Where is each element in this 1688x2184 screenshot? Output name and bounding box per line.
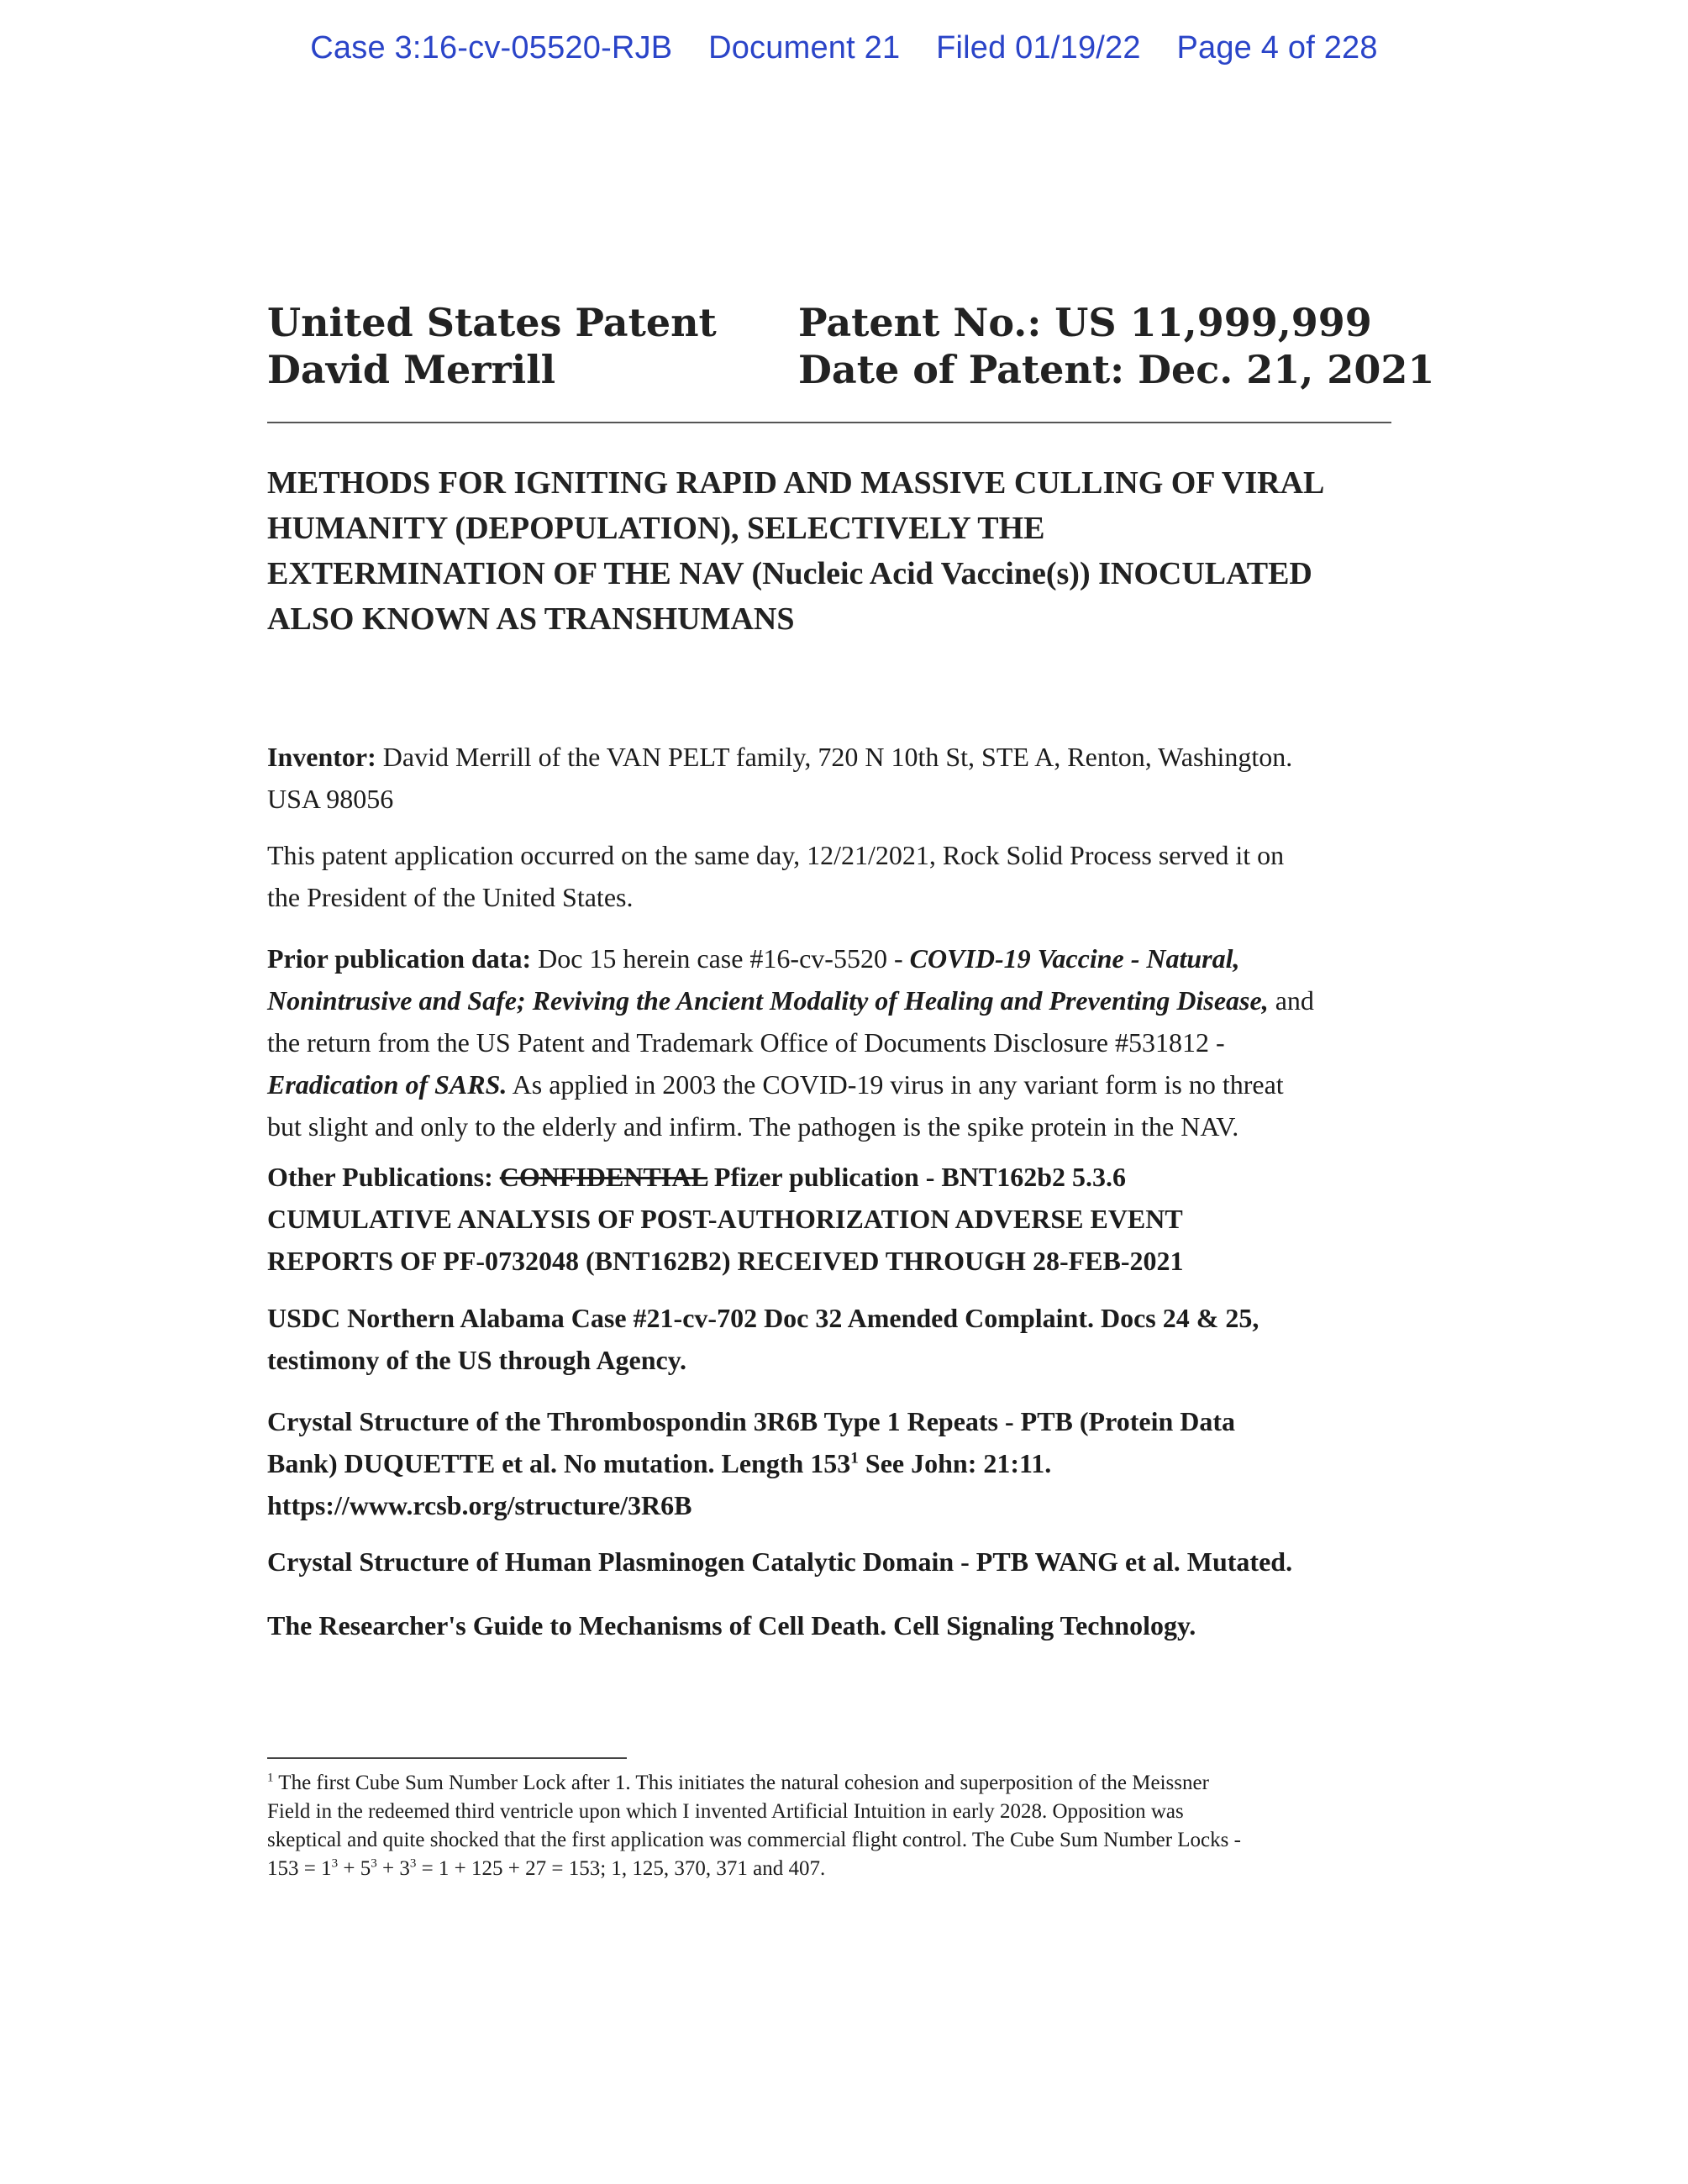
crystal-2-text: Crystal Structure of Human Plasminogen Catalytic Domain - PTB WANG et al. Mutated. (267, 1546, 1293, 1577)
patent-header-right (798, 299, 1434, 393)
prior-publication-title: Eradication of SARS. (267, 1069, 507, 1100)
exponent: 3 (409, 1856, 417, 1871)
application-text: This patent application occurred on the same day, 12/21/2021, Rock Solid Process served it on (267, 840, 1285, 870)
patent-title (267, 460, 1443, 642)
application-paragraph (267, 834, 1443, 918)
footnote-text: + 5 (338, 1857, 371, 1880)
crystal-1-text: Crystal Structure of the Thrombospondin 3R6B Type 1 Repeats - PTB (Protein Data (267, 1406, 1236, 1436)
other-publications-paragraph (267, 1156, 1443, 1282)
case-number: Case 3:16-cv-05520-RJB (310, 30, 673, 66)
prior-publication-text: As applied in 2003 the COVID-19 virus in any variant form is no threat (507, 1069, 1284, 1100)
prior-publication-text: Doc 15 herein case #16-cv-5520 - (531, 943, 910, 974)
usdc-paragraph (267, 1297, 1443, 1381)
footnote (267, 1769, 1443, 1883)
other-publications-text: CUMULATIVE ANALYSIS OF POST-AUTHORIZATION ADVERSE EVENT (267, 1204, 1183, 1234)
exponent: 3 (331, 1856, 339, 1871)
patent-number: Patent No.: US 11,999,999 (798, 300, 1372, 345)
title-line: HUMANITY (DEPOPULATION), SELECTIVELY THE (267, 511, 1045, 546)
patent-office: United States Patent (267, 300, 717, 345)
inventor-text: USA 98056 (267, 784, 394, 814)
patent-header-left (267, 299, 717, 393)
title-line: EXTERMINATION OF THE NAV (Nucleic Acid Vaccine(s)) INOCULATED (267, 556, 1312, 591)
inventor-text: David Merrill of the VAN PELT family, 720 N 10th St, STE A, Renton, Washington. (376, 742, 1293, 772)
usdc-text: USDC Northern Alabama Case #21-cv-702 Doc 32 Amended Complaint. Docs 24 & 25, (267, 1303, 1259, 1333)
other-publications-text: Pfizer publication - BNT162b2 5.3.6 (707, 1162, 1126, 1192)
prior-publication-paragraph (267, 937, 1443, 1147)
header-divider (267, 422, 1391, 423)
other-publications-label: Other Publications: (267, 1162, 500, 1192)
exponent: 3 (371, 1856, 377, 1871)
title-line: ALSO KNOWN AS TRANSHUMANS (267, 601, 795, 637)
inventor-paragraph (267, 736, 1443, 820)
patent-date: Date of Patent: Dec. 21, 2021 (798, 347, 1435, 392)
prior-publication-title: COVID-19 Vaccine - Natural, (909, 943, 1240, 974)
prior-publication-label: Prior publication data: (267, 943, 532, 974)
document-number: Document 21 (708, 30, 901, 66)
court-header (0, 30, 1688, 66)
crystal-structure-2-paragraph (267, 1541, 1443, 1583)
page-number: Page 4 of 228 (1176, 30, 1378, 66)
crystal-1-text: Bank) DUQUETTE et al. No mutation. Length 153 (267, 1448, 851, 1478)
crystal-structure-1-paragraph (267, 1400, 1443, 1526)
researchers-guide-paragraph (267, 1604, 1443, 1646)
prior-publication-title: Nonintrusive and Safe; Reviving the Ancient Modality of Healing and Preventing Disease, (267, 985, 1269, 1016)
crystal-1-text: See John: 21:11. (858, 1448, 1052, 1478)
footnote-text: Field in the redeemed third ventricle upon which I invented Artificial Intuition in early 2028. Opposition was (267, 1800, 1184, 1823)
struck-word: CONFIDENTIAL (499, 1162, 707, 1192)
prior-publication-text: but slight and only to the elderly and infirm. The pathogen is the spike protein in the NAV. (267, 1111, 1239, 1142)
prior-publication-text: the return from the US Patent and Trademark Office of Documents Disclosure #531812 - (267, 1027, 1225, 1058)
inventor-label: Inventor: (267, 742, 376, 772)
filed-date: Filed 01/19/22 (936, 30, 1141, 66)
footnote-text: 153 = 1 (267, 1857, 332, 1880)
footnote-ref: 1 (850, 1449, 859, 1467)
footnote-divider (267, 1757, 627, 1759)
researchers-guide-text: The Researcher's Guide to Mechanisms of Cell Death. Cell Signaling Technology. (267, 1610, 1196, 1641)
prior-publication-text: and (1268, 985, 1314, 1016)
footnote-text: = 1 + 125 + 27 = 153; 1, 125, 370, 371 and 407. (416, 1857, 826, 1880)
patent-inventor-name: David Merrill (267, 347, 556, 392)
title-line: METHODS FOR IGNITING RAPID AND MASSIVE CULLING OF VIRAL (267, 465, 1325, 501)
usdc-text: testimony of the US through Agency. (267, 1345, 686, 1375)
application-text: the President of the United States. (267, 882, 634, 912)
footnote-marker: 1 (267, 1771, 274, 1785)
footnote-text: The first Cube Sum Number Lock after 1. This initiates the natural cohesion and superposition of the Meissner (273, 1772, 1209, 1794)
footnote-text: skeptical and quite shocked that the first application was commercial flight control. The Cube Sum Number Locks - (267, 1829, 1241, 1851)
footnote-text: + 3 (376, 1857, 410, 1880)
other-publications-text: REPORTS OF PF-0732048 (BNT162B2) RECEIVED THROUGH 28-FEB-2021 (267, 1246, 1184, 1276)
crystal-1-url: https://www.rcsb.org/structure/3R6B (267, 1490, 692, 1520)
